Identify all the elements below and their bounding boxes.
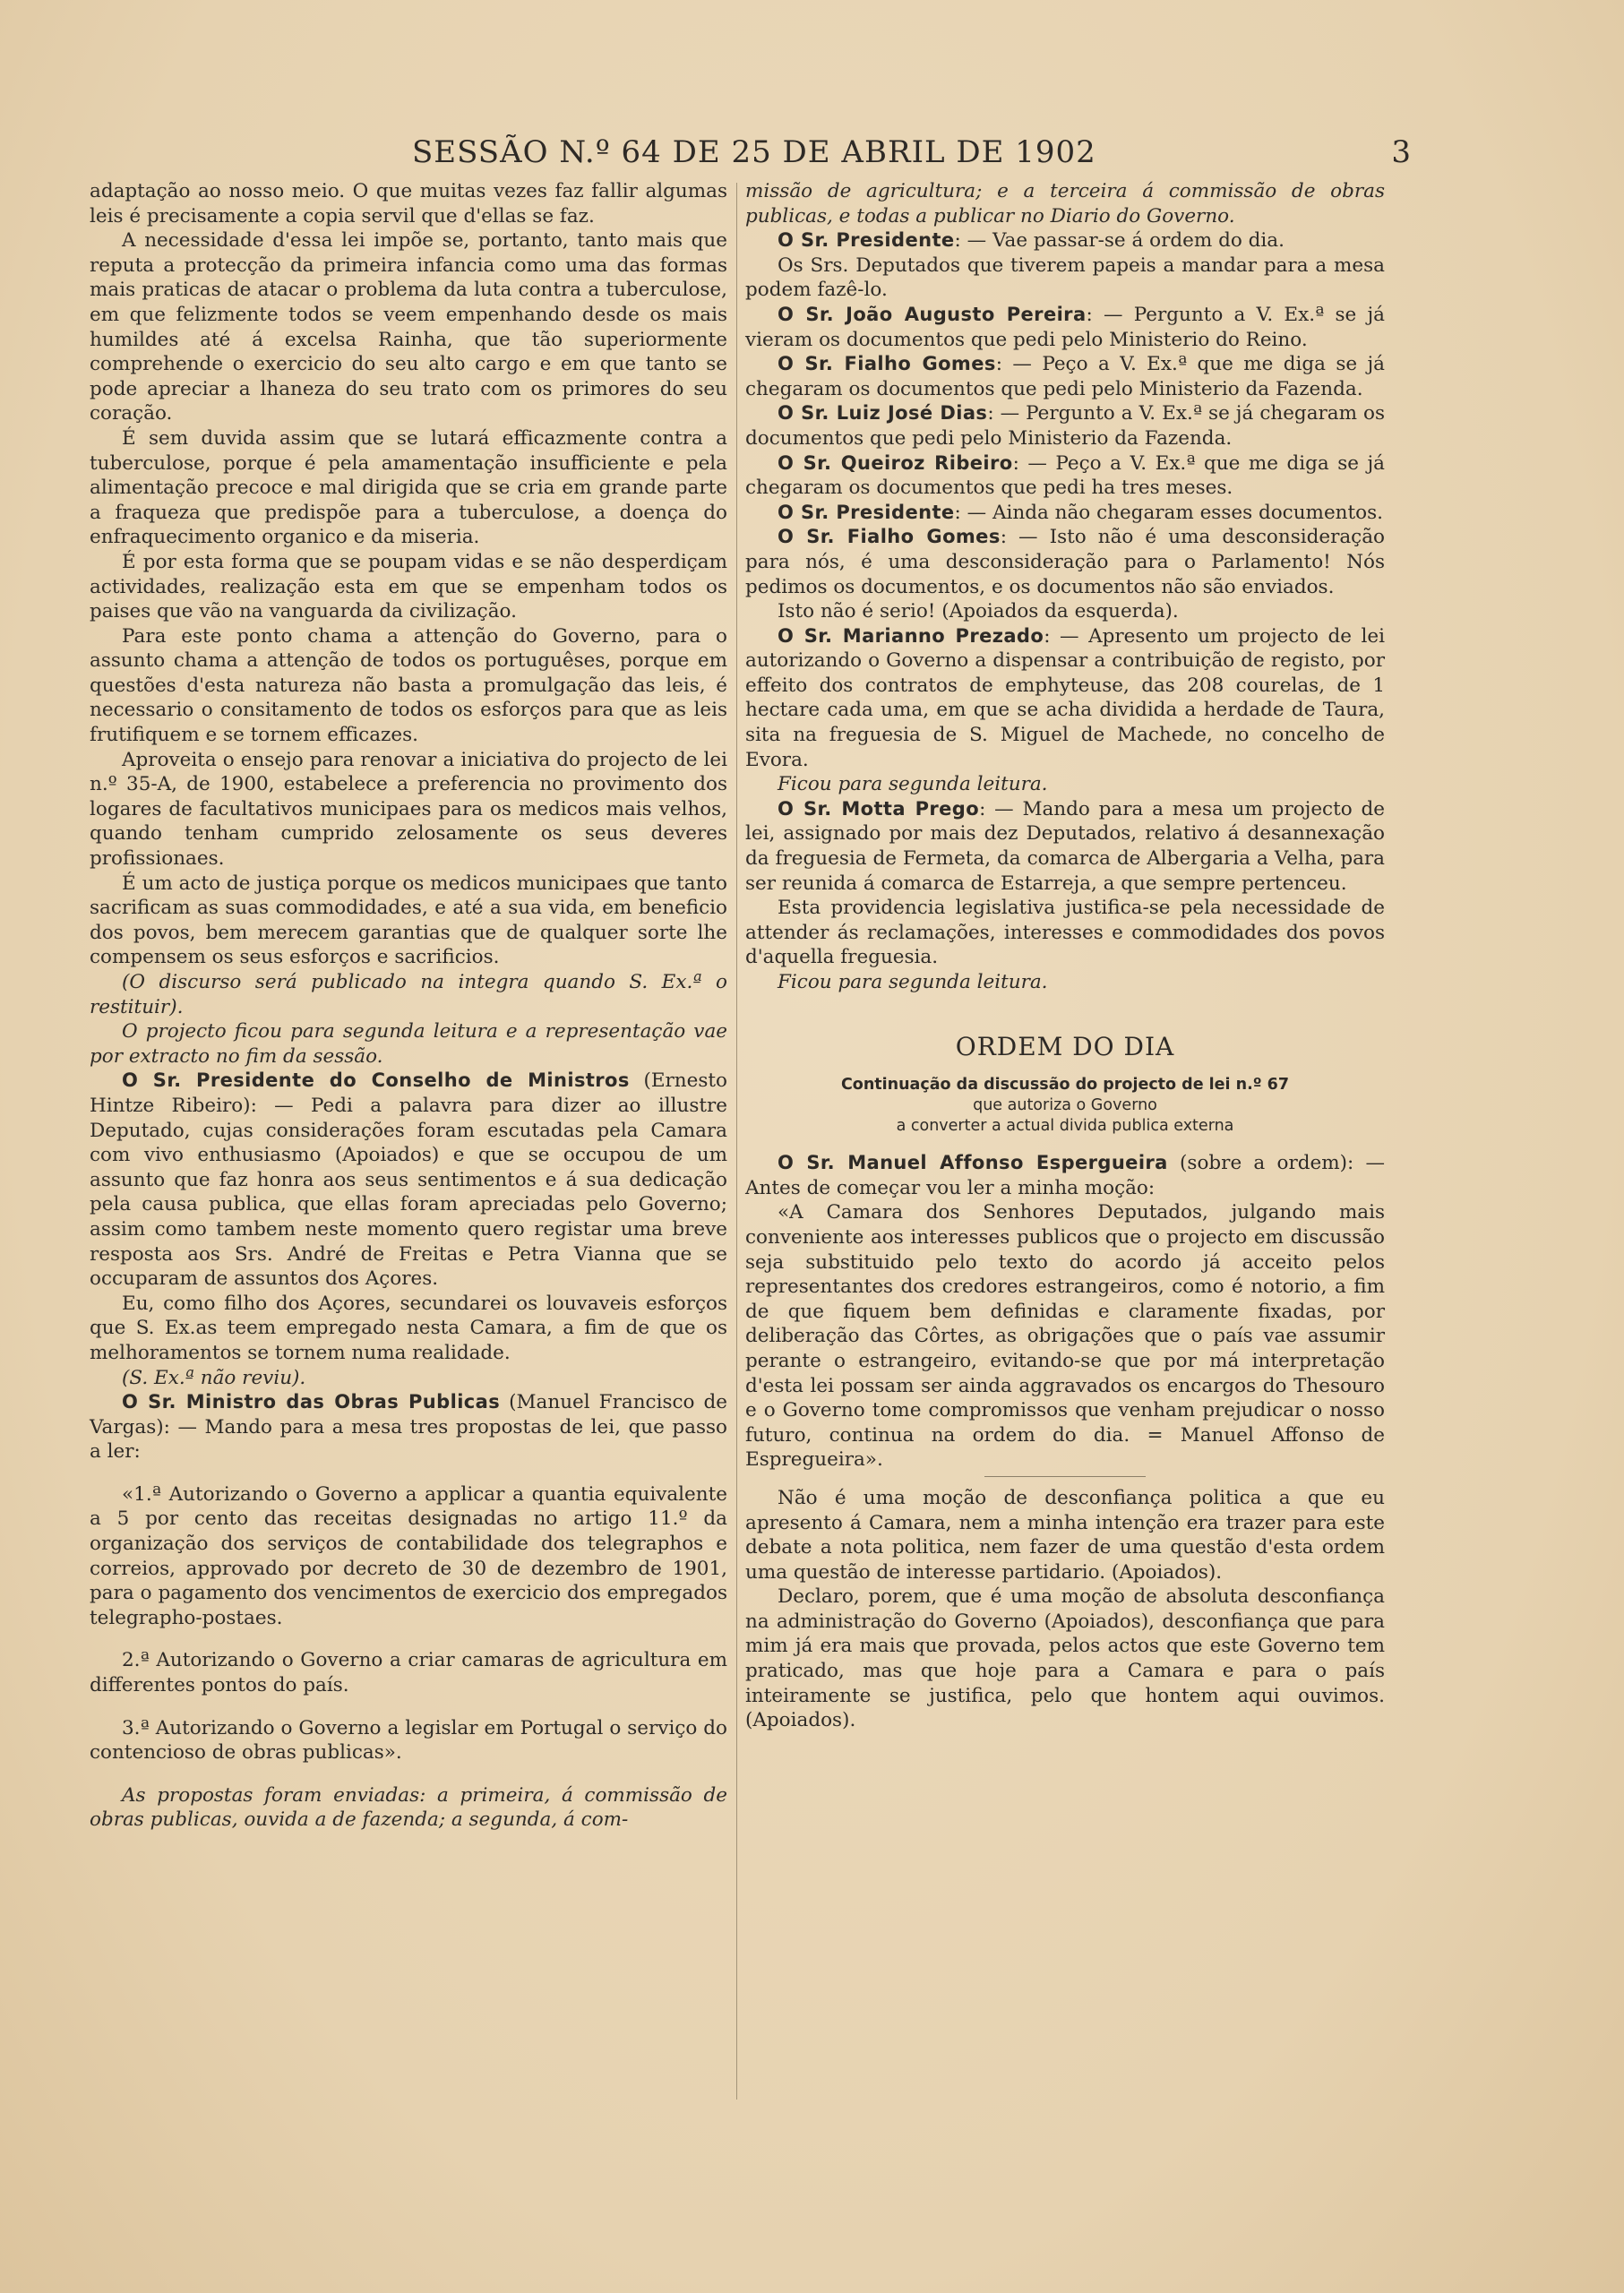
paragraph: A necessidade d'essa lei impõe se, portanto, tanto mais que reputa a protecção da primeira infancia como uma das formas mais praticas de atacar o problema da luta contra a tuberculose, em que felizmente todos se veem empenhando desde os mais humildes até á excelsa Rainha, que tão superiormente comprehende o exercicio do seu alto cargo e em que tanto se pode apreciar a lhaneza do seu trato com os primores do seu coração. xyxy=(90,229,727,425)
speaker-name: O Sr. Manuel Affonso Espergueira xyxy=(778,1152,1168,1174)
proposal-item: 2.ª Autorizando o Governo a criar camaras de agricultura em differentes pontos do país. xyxy=(90,1649,727,1697)
speech-paragraph xyxy=(745,1151,1385,1200)
speech-paragraph xyxy=(745,501,1385,526)
speech-text: : — Peço a V. Ex.ª que me diga se já chegaram os documentos que pedi pelo Ministerio da Fazenda. xyxy=(745,353,1386,400)
speech-text: : — Peço a V. Ex.ª que me diga se já chegaram os documentos que pedi ha tres meses. xyxy=(745,451,1385,500)
editorial-note: As propostas foram enviadas: a primeira, á commissão de obras publicas, ouvida a de fazenda; a segunda, á com- xyxy=(90,1783,727,1832)
speech-paragraph xyxy=(745,624,1385,773)
speaker-name: O Sr. Queiroz Ribeiro xyxy=(778,451,1013,474)
paragraph: Não é uma moção de desconfiança politica a que eu apresento á Camara, nem a minha intenção era trazer para este debate a nota politica, nem fazer de uma questão d'esta ordem uma questão de interesse partidario. (Apoiados). xyxy=(745,1486,1385,1584)
speaker-name: O Sr. Fialho Gomes xyxy=(778,526,1001,548)
speech-text: : — Pergunto a V. Ex.ª se já chegaram os documentos que pedi pelo Ministerio da Fazenda. xyxy=(745,402,1385,450)
separator-rule xyxy=(984,1476,1146,1477)
subtitle-line: Continuação da discussão do projecto de lei n.º 67 xyxy=(840,1076,1290,1095)
paragraph: É por esta forma que se poupam vidas e se não desperdiçam actividades, realização esta em que se empenham todos os paises que vão na vanguarda da civilização. xyxy=(90,550,727,623)
page-header xyxy=(90,134,1433,179)
section-subtitle xyxy=(745,1075,1385,1137)
speech-text: : — Isto não é uma desconsideração para nós, é uma desconsideração para o Parlamento! Nós pedimos os documentos, e os documentos não são enviados. xyxy=(745,526,1385,598)
paragraph: Aproveita o ensejo para renovar a iniciativa do projecto de lei n.º 35-A, de 1900, estabelece a preferencia no provimento dos logares de facultativos municipaes para os medicos mais velhos, quando tenham cumprido zelosamente os seus deveres profissionaes. xyxy=(90,748,727,871)
column-divider xyxy=(736,183,737,2100)
speech-text: (Manuel Francisco de Vargas): — Mando para a mesa tres propostas de lei, que passo a ler: xyxy=(90,1391,727,1464)
paragraph: É um acto de justiça porque os medicos municipaes que tanto sacrificam as suas commodidades, e até a sua vida, em beneficio dos povos, bem merecem garantias que de qualquer sorte lhe compensem os seus esforços e sacrificios. xyxy=(90,872,727,969)
paragraph: É sem duvida assim que se lutará efficazmente contra a tuberculose, porque é pela amamentação insufficiente e pela alimentação precoce e mal dirigida que se cria em grande parte a fraqueza que predispõe para a tuberculose, a doença do enfraquecimento organico e da miseria. xyxy=(90,426,727,549)
speech-paragraph xyxy=(745,303,1385,352)
speech-paragraph xyxy=(745,401,1385,451)
speech-text: (Ernesto Hintze Ribeiro): — Pedi a palavra para dizer ao illustre Deputado, cujas considerações foram escutadas pela Camara com vivo enthusiasmo (Apoiados) e que se occupou de um assunto que faz honra aos seus sentimentos e á sua dedicação pela causa publica, que ellas foram apreciadas pelo Governo; assim como tambem neste momento quero registar uma breve resposta aos Srs. André de Freitas e Petra Vianna que se occuparam de assuntos dos Açores. xyxy=(90,1069,727,1291)
speech-paragraph xyxy=(745,525,1385,599)
paragraph: Isto não é serio! (Apoiados da esquerda). xyxy=(778,600,1179,623)
speech-text: : — Vae passar-se á ordem do dia. xyxy=(954,229,1285,253)
section-title: ORDEM DO DIA xyxy=(955,1031,1175,1061)
speaker-name: O Sr. Ministro das Obras Publicas xyxy=(122,1391,501,1413)
editorial-note: (O discurso será publicado na integra quando S. Ex.ª o restituir). xyxy=(90,971,727,1018)
paragraph: Eu, como filho dos Açores, secundarei os louvaveis esforços que S. Ex.as teem empregado nesta Camara, a fim de que os melhoramentos se tornem numa realidade. xyxy=(90,1292,727,1364)
speaker-name: O Sr. Presidente do Conselho de Ministros xyxy=(122,1069,630,1092)
speech-text: (sobre a ordem): — Antes de começar vou ler a minha moção: xyxy=(745,1152,1386,1199)
speaker-name: O Sr. Motta Prego xyxy=(778,797,980,820)
session-title: SESSÃO N.º 64 DE 25 DE ABRIL DE 1902 xyxy=(412,134,1096,170)
editorial-note: Ficou para segunda leitura. xyxy=(778,971,1048,993)
editorial-note: (S. Ex.ª não reviu). xyxy=(122,1366,306,1389)
page-number: 3 xyxy=(1391,134,1411,170)
paragraph: Declaro, porem, que é uma moção de absoluta desconfiança na administração do Governo (Apoiados), desconfiança que para mim já era mais que provada, pelos actos que este Governo tem praticado, mas que hoje para a Camara e para o país inteiramente se justifica, pelo que hontem aqui ouvimos. (Apoiados). xyxy=(745,1585,1385,1732)
left-column xyxy=(90,179,727,1833)
speech-paragraph xyxy=(745,228,1385,253)
speech-paragraph xyxy=(90,1390,727,1464)
speech-paragraph xyxy=(745,797,1385,896)
speech-paragraph xyxy=(745,451,1385,501)
speaker-name: O Sr. Presidente xyxy=(778,501,955,523)
speaker-name: O Sr. Marianno Prezado xyxy=(778,624,1044,647)
speaker-name: O Sr. Luiz José Dias xyxy=(778,402,988,425)
paragraph: Esta providencia legislativa justifica-se pela necessidade de attender ás reclamações, interesses e commodidades dos povos d'aquella freguesia. xyxy=(745,897,1385,969)
speech-text: : — Ainda não chegaram esses documentos. xyxy=(954,501,1383,524)
speaker-name: O Sr. Fialho Gomes xyxy=(778,353,996,375)
speech-text: : — Apresento um projecto de lei autorizando o Governo a dispensar a contribuição de registo, por effeito dos contratos de emphyteuse, das 208 courelas, de 1 hectare cada uma, em que se acha dividida a herdade de Taura, sita na freguesia de S. Miguel de Machede, no concelho de Evora. xyxy=(745,624,1385,771)
editorial-note: missão de agricultura; e a terceira á commissão de obras publicas, e todas a publicar no Diario do Governo. xyxy=(745,180,1385,228)
motion-text: «A Camara dos Senhores Deputados, julgando mais conveniente aos interesses publicos que o projecto em discussão seja substituido pelo texto do acordo já acceito pelos representantes dos credores estrangeiros, como é notorio, a fim de que fiquem bem definidas e claramente fixadas, por deliberação das Côrtes, as obrigações que o país vae assumir perante o estrangeiro, evitando-se que por má interpretação d'esta lei possam ser ainda aggravados os encargos do Thesouro e o Governo tome compromissos que venham prejudicar o nosso futuro, continua na ordem do dia. = Manuel Affonso de Espregueira». xyxy=(745,1201,1385,1472)
paragraph: adaptação ao nosso meio. O que muitas vezes faz fallir algumas leis é precisamente a copia servil que d'ellas se faz. xyxy=(90,180,727,228)
speech-paragraph xyxy=(745,352,1385,401)
speech-text: : — Mando para a mesa um projecto de lei, assignado por mais dez Deputados, relativo á desannexação da freguesia de Fermeta, da comarca de Albergaria a Velha, para ser reunida á comarca de Estarreja, a que sempre pertenceu. xyxy=(745,797,1385,895)
proposal-item: 3.ª Autorizando o Governo a legislar em Portugal o serviço do contencioso de obras publicas». xyxy=(90,1716,727,1765)
editorial-note: O projecto ficou para segunda leitura e a representação vae por extracto no fim da sessão. xyxy=(90,1020,727,1068)
speaker-name: O Sr. Presidente xyxy=(778,229,955,252)
speech-text: : — Pergunto a V. Ex.ª se já vieram os documentos que pedi pelo Ministerio do Reino. xyxy=(745,303,1385,351)
paragraph: Para este ponto chama a attenção do Governo, para o assunto chama a attenção de todos os portuguêses, porque em questões d'esta natureza não basta a promulgação das leis, é necessario o consitamento de todos os esforços para que as leis frutifiquem e se tornem efficazes. xyxy=(90,624,727,747)
speaker-name: O Sr. João Augusto Pereira xyxy=(778,303,1087,325)
subtitle-line: a converter a actual divida publica externa xyxy=(896,1117,1234,1136)
subtitle-line: que autoriza o Governo xyxy=(973,1096,1157,1115)
editorial-note: Ficou para segunda leitura. xyxy=(778,773,1048,796)
speech-paragraph xyxy=(90,1069,727,1291)
proposal-item: «1.ª Autorizando o Governo a applicar a quantia equivalente a 5 por cento das receitas designadas no artigo 11.º da organização dos serviços de contabilidade dos telegraphos e correios, approvado por decreto de 30 de dezembro de 1901, para o pagamento dos vencimentos de exercicio dos empregados telegrapho-postaes. xyxy=(90,1482,727,1629)
paragraph: Os Srs. Deputados que tiverem papeis a mandar para a mesa podem fazê-lo. xyxy=(745,253,1385,302)
right-column xyxy=(745,179,1385,1733)
